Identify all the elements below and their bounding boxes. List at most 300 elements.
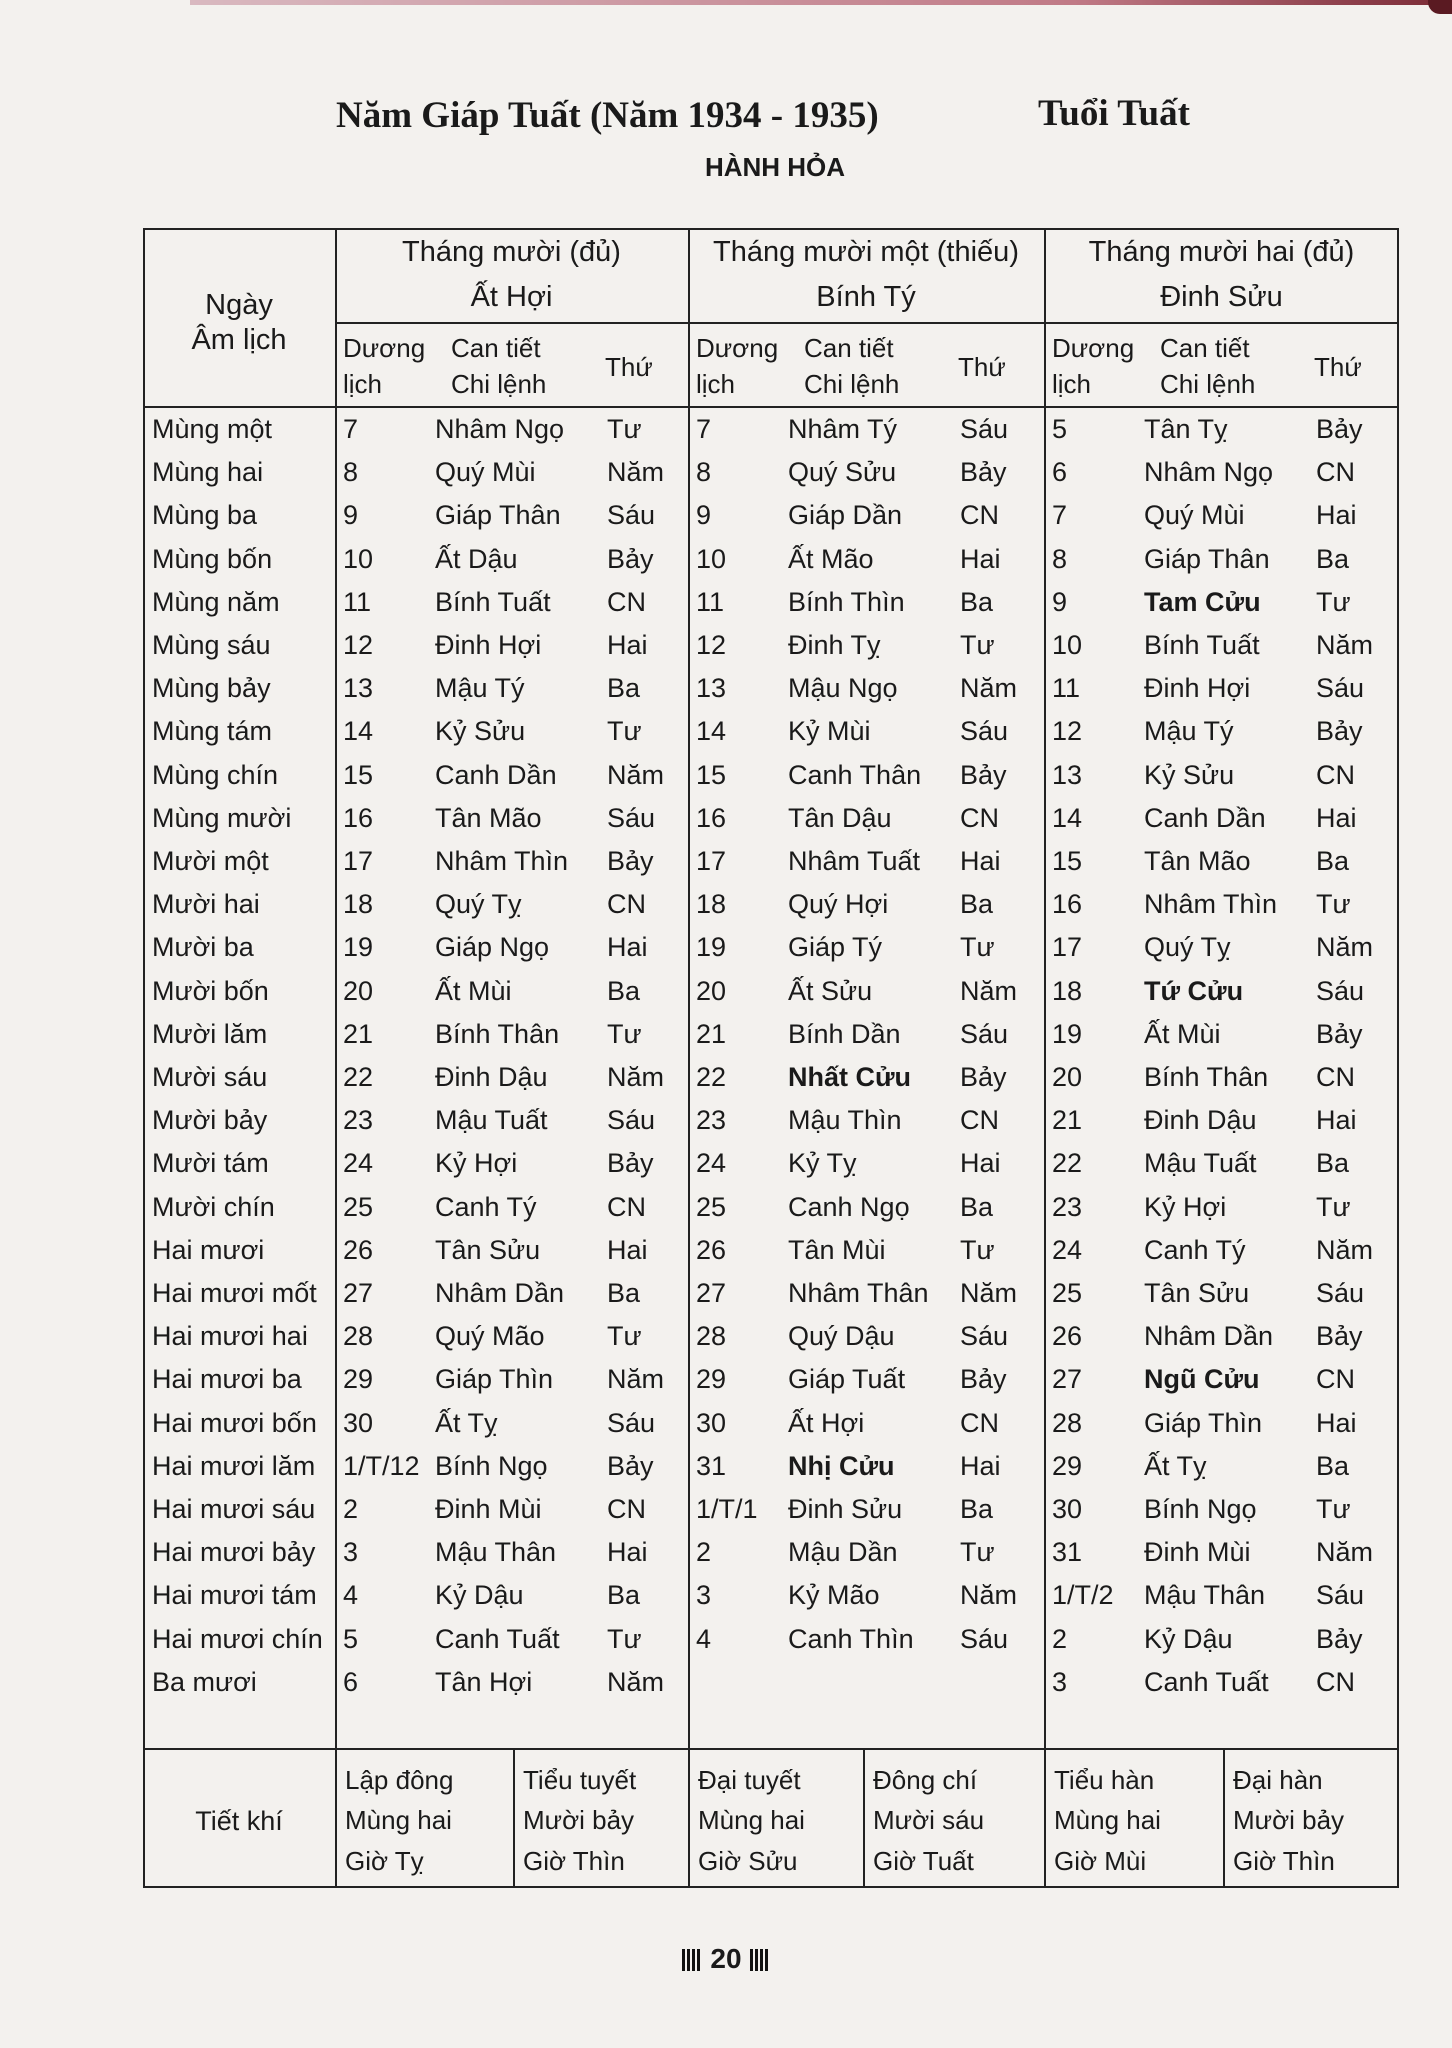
solar-date-cell: 7 [343, 414, 359, 444]
weekday-cell: Bảy [1316, 716, 1363, 747]
solar-date-cell: 10 [343, 543, 374, 574]
weekday-cell: Bảy [607, 1148, 654, 1179]
lunar-day-name: Mười ba [152, 932, 254, 963]
table-left-rule [143, 228, 145, 1888]
can-chi-cell: Mậu Tuất [1144, 1148, 1257, 1179]
weekday-cell: Sáu [960, 1623, 1009, 1654]
weekday-cell: Hai [960, 543, 1001, 574]
page-number-text: 20 [710, 1943, 742, 1974]
page-title: Năm Giáp Tuất (Năm 1934 - 1935) [336, 95, 879, 136]
can-chi-cell: Quý Sửu [788, 457, 897, 488]
weekday-cell: Tư [960, 1537, 995, 1568]
weekday-cell: Bảy [1316, 414, 1363, 444]
tiet-khi-column-rule [1223, 1748, 1225, 1888]
tiet-khi-column-rule [513, 1748, 515, 1888]
can-chi-cell: Giáp Thìn [1144, 1407, 1263, 1438]
weekday-cell: Sáu [1316, 975, 1365, 1006]
can-chi-cell: Nhâm Ngọ [1144, 457, 1274, 488]
weekday-cell: CN [960, 1105, 999, 1136]
lunar-day-name: Mười một [152, 846, 269, 876]
can-chi-cell: Ất Tỵ [1144, 1450, 1207, 1481]
lunar-day-name: Mười bảy [152, 1105, 268, 1136]
solar-date-cell: 2 [343, 1494, 359, 1524]
lunar-day-name: Mười sáu [152, 1062, 268, 1092]
can-chi-cell: Canh Thìn [788, 1623, 914, 1654]
solar-date-cell: 20 [696, 975, 727, 1006]
weekday-cell: CN [607, 586, 646, 617]
weekday-cell: CN [1316, 1364, 1355, 1395]
lunar-day-name: Hai mươi lăm [152, 1450, 316, 1481]
solar-date-cell: 9 [343, 500, 359, 531]
can-chi-cell: Tân Tỵ [1144, 414, 1228, 444]
can-chi-cell: Nhâm Dần [435, 1278, 565, 1308]
solar-date-cell: 4 [696, 1623, 712, 1654]
lunar-day-name: Mùng một [152, 414, 273, 444]
can-chi-cell: Giáp Thân [435, 500, 561, 531]
solar-date-cell: 29 [1052, 1450, 1083, 1481]
solar-date-cell: 29 [343, 1364, 374, 1395]
lunar-day-name: Mười chín [152, 1191, 275, 1222]
can-chi-cell: Canh Thân [788, 759, 922, 790]
weekday-cell: Ba [1316, 846, 1350, 876]
solar-date-cell: 19 [696, 932, 727, 963]
weekday-cell: Hai [1316, 1105, 1357, 1136]
solar-date-cell: 5 [1052, 414, 1068, 444]
solar-date-cell: 2 [1052, 1623, 1068, 1654]
can-chi-cell: Giáp Thân [1144, 543, 1270, 574]
weekday-cell: Hai [607, 1234, 648, 1265]
month-name: Tháng mười hai (đủ) [1088, 236, 1355, 268]
weekday-cell: Sáu [960, 716, 1009, 747]
weekday-cell: Ba [960, 1191, 994, 1222]
weekday-subheader: Thứ [1314, 352, 1362, 382]
lunar-day-name: Hai mươi bốn [152, 1407, 317, 1438]
solar-date-cell: 18 [343, 889, 374, 920]
weekday-cell: Tư [1316, 1494, 1351, 1524]
ornament-icon [682, 1949, 702, 1971]
weekday-cell: Bảy [1316, 1623, 1363, 1654]
solar-date-cell: 2 [696, 1537, 712, 1568]
column-rule [688, 228, 690, 1888]
can-chi-cell: Canh Tuất [1144, 1666, 1269, 1697]
can-chi-cell: Bính Tuất [435, 586, 551, 617]
solar-date-cell: 4 [343, 1580, 359, 1611]
weekday-cell: Hai [607, 1537, 648, 1568]
weekday-cell: Bảy [960, 1364, 1007, 1395]
weekday-cell: Tư [607, 1018, 642, 1049]
can-chi-cell: Giáp Dần [788, 500, 903, 531]
can-chi-cell: Giáp Ngọ [435, 932, 550, 963]
weekday-cell: Sáu [1316, 1580, 1365, 1611]
can-chi-cell: Nhâm Thìn [1144, 889, 1278, 920]
month-name: Tháng mười (đủ) [402, 236, 621, 268]
lunar-day-header: Ngày Âm lịch [191, 289, 287, 356]
weekday-cell: CN [607, 1191, 646, 1222]
solar-date-cell: 8 [696, 457, 712, 488]
lunar-day-name: Mùng chín [152, 759, 279, 790]
can-chi-cell: Đinh Hợi [1144, 673, 1251, 704]
can-chi-subheader: Can tiết Chi lệnh [1160, 333, 1256, 399]
weekday-cell: Hai [1316, 500, 1357, 531]
weekday-cell: Ba [607, 975, 641, 1006]
solar-date-cell: 9 [696, 500, 712, 531]
solar-date-cell: 14 [696, 716, 727, 747]
can-chi-cell: Nhị Cửu [788, 1450, 895, 1481]
lunar-day-name: Hai mươi tám [152, 1580, 317, 1611]
can-chi-cell: Tân Dậu [788, 802, 892, 833]
can-chi-cell: Đinh Mùi [435, 1494, 542, 1524]
can-chi-cell: Giáp Thìn [435, 1364, 554, 1395]
can-chi-cell: Kỷ Sửu [435, 716, 526, 747]
weekday-cell: Năm [960, 1580, 1018, 1611]
solar-date-subheader: Dương lịch [696, 333, 779, 399]
weekday-cell: Năm [1316, 1537, 1374, 1568]
tiet-khi-top-rule [143, 1748, 1399, 1750]
solar-date-cell: 30 [1052, 1494, 1083, 1524]
lunar-day-name: Hai mươi ba [152, 1364, 302, 1395]
weekday-cell: Sáu [960, 1018, 1009, 1049]
can-chi-cell: Kỷ Dậu [435, 1580, 524, 1611]
can-chi-cell: Tam Cửu [1144, 586, 1261, 617]
solar-date-cell: 24 [343, 1148, 374, 1179]
can-chi-cell: Ất Mùi [435, 975, 512, 1006]
solar-date-cell: 26 [343, 1234, 374, 1265]
weekday-cell: Sáu [1316, 673, 1365, 704]
can-chi-cell: Canh Dần [1144, 802, 1266, 833]
header-bottom-rule [143, 406, 1399, 408]
weekday-cell: CN [1316, 457, 1355, 488]
solar-term-cell: Đông chí Mười sáu Giờ Tuất [873, 1765, 985, 1876]
lunar-day-name: Hai mươi bảy [152, 1537, 316, 1568]
solar-date-cell: 27 [343, 1278, 374, 1308]
weekday-cell: Tư [1316, 586, 1351, 617]
weekday-cell: Sáu [960, 1321, 1009, 1352]
weekday-cell: CN [607, 889, 646, 920]
weekday-cell: Hai [960, 1450, 1001, 1481]
can-chi-cell: Quý Tỵ [1144, 932, 1231, 963]
lunar-day-name: Mười lăm [152, 1018, 268, 1049]
solar-date-cell: 22 [343, 1062, 374, 1092]
can-chi-subheader: Can tiết Chi lệnh [804, 333, 900, 399]
solar-date-cell: 28 [696, 1321, 727, 1352]
solar-term-cell: Đại hàn Mười bảy Giờ Thìn [1233, 1765, 1345, 1876]
can-chi-cell: Kỷ Hợi [435, 1148, 518, 1179]
solar-date-cell: 3 [1052, 1666, 1068, 1697]
can-chi-cell: Canh Ngọ [788, 1191, 910, 1222]
lunar-day-name: Mười tám [152, 1148, 269, 1179]
solar-date-cell: 13 [343, 673, 374, 704]
weekday-cell: Bảy [1316, 1321, 1363, 1352]
weekday-cell: Ba [1316, 1148, 1350, 1179]
lunar-day-name: Mùng mười [152, 802, 292, 833]
can-chi-cell: Quý Dậu [788, 1321, 895, 1352]
solar-date-cell: 28 [343, 1321, 374, 1352]
weekday-subheader: Thứ [605, 352, 653, 382]
solar-date-cell: 17 [1052, 932, 1083, 963]
solar-date-cell: 24 [1052, 1234, 1083, 1265]
can-chi-cell: Kỷ Sửu [1144, 759, 1235, 790]
solar-date-cell: 1/T/12 [343, 1450, 420, 1481]
weekday-cell: Hai [1316, 802, 1357, 833]
solar-date-cell: 26 [1052, 1321, 1083, 1352]
can-chi-cell: Kỷ Dậu [1144, 1623, 1233, 1654]
weekday-cell: Tư [1316, 889, 1351, 920]
weekday-cell: Năm [1316, 1234, 1374, 1265]
weekday-cell: Năm [960, 673, 1018, 704]
solar-date-cell: 16 [1052, 889, 1083, 920]
solar-date-cell: 10 [696, 543, 727, 574]
can-chi-cell: Tân Mùi [788, 1234, 886, 1265]
weekday-cell: Hai [960, 846, 1001, 876]
weekday-cell: Năm [607, 759, 665, 790]
solar-date-cell: 1/T/1 [696, 1494, 758, 1524]
solar-date-cell: 18 [1052, 975, 1083, 1006]
can-chi-cell: Ất Mùi [1144, 1018, 1221, 1049]
can-chi-cell: Kỷ Hợi [1144, 1191, 1227, 1222]
can-chi-cell: Ất Dậu [435, 543, 518, 574]
solar-date-cell: 27 [696, 1278, 727, 1308]
can-chi-cell: Mậu Thân [435, 1537, 557, 1568]
weekday-cell: CN [1316, 759, 1355, 790]
weekday-subheader: Thứ [958, 352, 1006, 382]
can-chi-cell: Nhâm Thìn [435, 846, 569, 876]
weekday-cell: Tư [1316, 1191, 1351, 1222]
can-chi-cell: Quý Mão [435, 1321, 545, 1352]
can-chi-cell: Canh Dần [435, 759, 557, 790]
solar-date-cell: 8 [1052, 543, 1068, 574]
solar-date-cell: 13 [1052, 759, 1083, 790]
can-chi-cell: Canh Tý [1144, 1234, 1246, 1265]
can-chi-cell: Ất Tỵ [435, 1407, 498, 1438]
solar-date-subheader: Dương lịch [343, 333, 426, 399]
solar-date-cell: 25 [1052, 1278, 1083, 1308]
lunar-day-name: Hai mươi mốt [152, 1278, 317, 1308]
can-chi-cell: Nhất Cửu [788, 1062, 912, 1092]
solar-date-cell: 22 [696, 1062, 727, 1092]
tiet-khi-column-rule [863, 1748, 865, 1888]
can-chi-cell: Bính Thìn [788, 586, 905, 617]
can-chi-cell: Bính Ngọ [435, 1450, 548, 1481]
can-chi-cell: Tân Sửu [435, 1234, 541, 1265]
solar-date-cell: 23 [1052, 1191, 1083, 1222]
solar-date-cell: 21 [696, 1018, 727, 1049]
weekday-cell: Tư [607, 414, 642, 444]
can-chi-cell: Tứ Cửu [1144, 975, 1244, 1006]
can-chi-cell: Tân Mão [1144, 846, 1251, 876]
can-chi-cell: Nhâm Ngọ [435, 414, 565, 444]
solar-date-cell: 16 [696, 802, 727, 833]
lunar-day-name: Mùng sáu [152, 630, 271, 660]
can-chi-cell: Canh Tý [435, 1191, 537, 1222]
can-chi-cell: Tân Hợi [435, 1666, 533, 1697]
can-chi-cell: Giáp Tý [788, 932, 883, 963]
weekday-cell: Sáu [607, 500, 656, 531]
weekday-cell: Tư [960, 1234, 995, 1265]
month-name: Tháng mười một (thiếu) [713, 236, 1019, 268]
solar-date-cell: 13 [696, 673, 727, 704]
lunar-day-name: Mùng bốn [152, 543, 273, 574]
lunar-day-name: Mười hai [152, 889, 260, 920]
column-rule [1044, 228, 1046, 1888]
lunar-calendar-table [143, 228, 1399, 1888]
weekday-cell: Bảy [960, 457, 1007, 488]
weekday-cell: Sáu [607, 1105, 656, 1136]
lunar-day-name: Mùng bảy [152, 673, 271, 704]
solar-date-cell: 25 [343, 1191, 374, 1222]
weekday-cell: CN [1316, 1062, 1355, 1092]
solar-date-cell: 12 [343, 630, 374, 660]
can-chi-cell: Mậu Ngọ [788, 673, 898, 704]
weekday-cell: Hai [1316, 1407, 1357, 1438]
can-chi-cell: Mậu Tý [435, 673, 525, 704]
can-chi-cell: Bính Dần [788, 1018, 901, 1049]
can-chi-cell: Mậu Tuất [435, 1105, 548, 1136]
solar-date-cell: 18 [696, 889, 727, 920]
weekday-cell: CN [1316, 1666, 1355, 1697]
can-chi-cell: Bính Thân [435, 1018, 560, 1049]
lunar-day-name: Mùng ba [152, 500, 258, 531]
can-chi-cell: Ất Hợi [788, 1407, 865, 1438]
solar-date-cell: 19 [1052, 1018, 1083, 1049]
weekday-cell: Tư [960, 630, 995, 660]
can-chi-cell: Đinh Mùi [1144, 1537, 1251, 1568]
weekday-cell: Tư [607, 1623, 642, 1654]
page-number [0, 1943, 1452, 1975]
weekday-cell: Ba [960, 1494, 994, 1524]
weekday-cell: Sáu [1316, 1278, 1365, 1308]
can-chi-cell: Kỷ Mão [788, 1580, 880, 1611]
weekday-cell: Ba [960, 586, 994, 617]
can-chi-cell: Nhâm Tuất [788, 846, 921, 876]
solar-date-cell: 3 [343, 1537, 359, 1568]
weekday-cell: Sáu [607, 1407, 656, 1438]
solar-date-cell: 14 [1052, 802, 1083, 833]
lunar-day-name: Mười bốn [152, 975, 269, 1006]
weekday-cell: Năm [1316, 630, 1374, 660]
solar-date-cell: 23 [343, 1105, 374, 1136]
can-chi-cell: Bính Tuất [1144, 630, 1260, 660]
can-chi-subheader: Can tiết Chi lệnh [451, 333, 547, 399]
solar-date-cell: 7 [1052, 500, 1068, 531]
solar-date-subheader: Dương lịch [1052, 333, 1135, 399]
solar-date-cell: 21 [343, 1018, 374, 1049]
solar-date-cell: 6 [1052, 457, 1068, 488]
month-can-chi: Đinh Sửu [1160, 281, 1283, 313]
solar-date-cell: 9 [1052, 586, 1068, 617]
weekday-cell: Ba [607, 1278, 641, 1308]
solar-date-cell: 8 [343, 457, 359, 488]
solar-date-cell: 15 [1052, 846, 1083, 876]
solar-date-cell: 15 [343, 759, 374, 790]
solar-date-cell: 6 [343, 1666, 359, 1697]
weekday-cell: Ba [1316, 543, 1350, 574]
can-chi-cell: Quý Mùi [1144, 500, 1245, 531]
solar-term-cell: Tiểu tuyết Mười bảy Giờ Thìn [523, 1765, 637, 1876]
weekday-cell: Hai [960, 1148, 1001, 1179]
weekday-cell: Ba [1316, 1450, 1350, 1481]
lunar-day-name: Mùng hai [152, 457, 264, 488]
solar-date-cell: 21 [1052, 1105, 1083, 1136]
age-label: Tuổi Tuất [1038, 93, 1190, 134]
solar-date-cell: 20 [1052, 1062, 1083, 1092]
solar-date-cell: 23 [696, 1105, 727, 1136]
can-chi-cell: Quý Tỵ [435, 889, 522, 920]
page-corner-mark [1428, 0, 1452, 14]
lunar-day-name: Ba mươi [152, 1666, 257, 1697]
element-label: HÀNH HỎA [704, 152, 846, 182]
weekday-cell: Bảy [607, 543, 654, 574]
lunar-day-name: Hai mươi sáu [152, 1494, 316, 1524]
solar-date-cell: 10 [1052, 630, 1083, 660]
weekday-cell: Năm [607, 1666, 665, 1697]
solar-date-cell: 11 [343, 586, 372, 617]
weekday-cell: Bảy [607, 846, 654, 876]
solar-date-cell: 11 [696, 586, 725, 617]
solar-date-cell: 5 [343, 1623, 359, 1654]
solar-date-cell: 1/T/2 [1052, 1580, 1114, 1611]
solar-term-cell: Tiểu hàn Mùng hai Giờ Mùi [1054, 1765, 1161, 1876]
can-chi-cell: Bính Thân [1144, 1062, 1269, 1092]
solar-date-cell: 20 [343, 975, 374, 1006]
solar-date-cell: 25 [696, 1191, 727, 1222]
weekday-cell: Tư [607, 716, 642, 747]
can-chi-cell: Nhâm Tý [788, 414, 898, 444]
weekday-cell: Bảy [607, 1450, 654, 1481]
table-bottom-rule [143, 1886, 1399, 1888]
solar-date-cell: 7 [696, 414, 712, 444]
weekday-cell: Tư [960, 932, 995, 963]
can-chi-cell: Kỷ Tỵ [788, 1148, 857, 1179]
weekday-cell: Hai [607, 630, 648, 660]
top-color-band [190, 0, 1452, 5]
solar-date-cell: 11 [1052, 673, 1081, 704]
weekday-cell: Ba [607, 673, 641, 704]
solar-date-cell: 22 [1052, 1148, 1083, 1179]
can-chi-cell: Tân Sửu [1144, 1278, 1250, 1308]
can-chi-cell: Đinh Sửu [788, 1494, 903, 1524]
solar-date-cell: 30 [696, 1407, 727, 1438]
solar-date-cell: 17 [696, 846, 727, 876]
lunar-day-name: Mùng năm [152, 586, 280, 617]
weekday-cell: Sáu [607, 802, 656, 833]
can-chi-cell: Nhâm Thân [788, 1278, 929, 1308]
solar-date-cell: 17 [343, 846, 374, 876]
solar-date-cell: 16 [343, 802, 374, 833]
month-subheader-rule [335, 322, 1399, 324]
can-chi-cell: Ất Mão [788, 543, 874, 574]
weekday-cell: CN [960, 1407, 999, 1438]
weekday-cell: Ba [607, 1580, 641, 1611]
can-chi-cell: Đinh Dậu [435, 1062, 548, 1092]
weekday-cell: Năm [607, 1364, 665, 1395]
table-right-rule [1397, 228, 1399, 1888]
can-chi-cell: Quý Hợi [788, 889, 889, 920]
can-chi-cell: Đinh Tỵ [788, 630, 881, 660]
lunar-day-name: Hai mươi chín [152, 1623, 323, 1654]
solar-date-cell: 31 [696, 1450, 727, 1481]
can-chi-cell: Mậu Dần [788, 1537, 898, 1568]
can-chi-cell: Mậu Tý [1144, 716, 1234, 747]
weekday-cell: Năm [607, 1062, 665, 1092]
month-can-chi: Bính Tý [816, 281, 916, 313]
can-chi-cell: Nhâm Dần [1144, 1321, 1274, 1352]
solar-date-cell: 12 [1052, 716, 1083, 747]
can-chi-cell: Canh Tuất [435, 1623, 560, 1654]
lunar-day-name: Hai mươi [152, 1234, 265, 1265]
ornament-icon [750, 1949, 770, 1971]
solar-date-cell: 30 [343, 1407, 374, 1438]
solar-date-cell: 26 [696, 1234, 727, 1265]
